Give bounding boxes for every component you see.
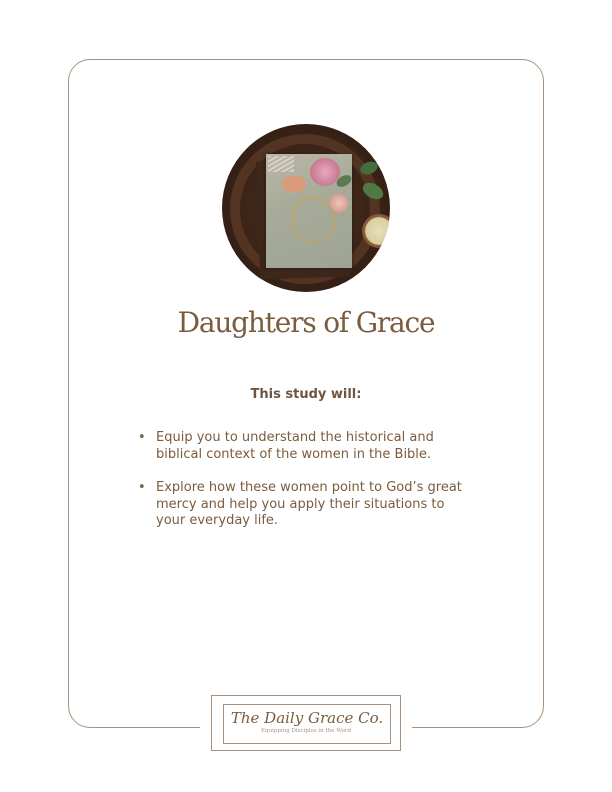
- section-intro: This study will:: [250, 387, 362, 402]
- logo-inner-border: [223, 704, 391, 744]
- hand: [282, 176, 306, 192]
- list-item-text: Explore how these women point to God’s great mercy and help you apply their situations to your everyday life.: [156, 480, 462, 528]
- page-title: Daughters of Grace: [177, 306, 435, 339]
- rose-bud: [330, 194, 348, 212]
- cover-photo: [222, 124, 390, 292]
- brand-name: The Daily Grace Co.: [230, 709, 384, 727]
- benefits-list: [136, 430, 476, 547]
- list-item-text: Equip you to understand the historical and biblical context of the women in the Bible.: [156, 430, 434, 462]
- list-item: [136, 480, 476, 530]
- bullet-icon: •: [138, 430, 146, 445]
- brand-logo: [211, 695, 401, 751]
- brand-tagline-wrap: [212, 728, 400, 734]
- fabric: [268, 156, 294, 172]
- brand-tagline: Equipping Disciples in the Word: [261, 728, 351, 734]
- candle: [362, 214, 390, 248]
- list-item: [136, 430, 476, 463]
- bullet-icon: •: [138, 480, 146, 495]
